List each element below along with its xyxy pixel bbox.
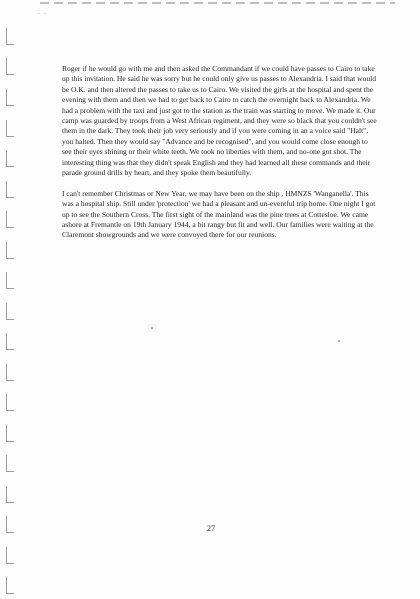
binding-hook [6, 303, 14, 320]
binding-hook [6, 242, 14, 259]
binding-hook [6, 425, 14, 442]
top-edge-marks: · · [38, 11, 47, 18]
binding-hook [6, 150, 14, 167]
binding-hook [6, 89, 14, 106]
binding-hook [6, 28, 14, 45]
binding-hook [6, 547, 14, 564]
binding-hook [6, 394, 14, 411]
binding-hook [6, 333, 14, 350]
binding-hook [6, 486, 14, 503]
body-text [62, 64, 377, 251]
binding-marks [2, 0, 18, 599]
paper-speck [338, 340, 340, 342]
binding-hook [6, 272, 14, 289]
paragraph-1: Roger if he would go with me and then asked the Commandant if we could have passes to Cairo to take up this invitation. He said he was sorry but he could only give us passes to Alexandria. I said that would be O.K. and then altered the passes to take us to Cairo. We visited the girls at the hospital and spent the evening with them and then we had to get back to Cairo to catch the overnight back to Alexandria. We had a problem with the taxi and just got to the station as the train was starting to move. We made it. Our camp was guarded by troops from a West African regiment, and they were so black that you couldn't see them in the dark. They took their job very seriously and if you were coming in an a voice said "Halt", you halted. Then they would say "Advance and be recognised", and you would come close enough to see their eyes shining or their white teeth. We took no liberties with them, and no-one got shot. The interesting thing was that they didn't speak English and they had learned all these commands and their parade ground drills by heart, and they spoke them beautifully. [62, 64, 377, 178]
binding-hook [6, 181, 14, 198]
binding-hook [6, 58, 14, 75]
binding-hook [6, 120, 14, 137]
page-number: 27 [207, 524, 215, 533]
binding-hook [6, 516, 14, 533]
paper-speck [151, 327, 153, 329]
binding-hook [6, 211, 14, 228]
binding-hook [6, 455, 14, 472]
binding-hook [6, 364, 14, 381]
paragraph-2: I can't remember Christmas or New Year, we may have been on the ship , HMNZS 'Wanganella'. This was a hospital ship. Still under 'protection' we had a pleasant and un-eventful trip home. One night I got up to see the Southern Cross. The first sight of the mainland was the pine trees at Cottesloe. We came ashore at Fremantle on 19th January 1944, a bit rangy but fit and well. Our families were waiting at the Claremont showgrounds and we were convoyed there for our reunions. [62, 188, 376, 240]
binding-hook [6, 577, 14, 594]
top-edge-rule [40, 2, 395, 4]
